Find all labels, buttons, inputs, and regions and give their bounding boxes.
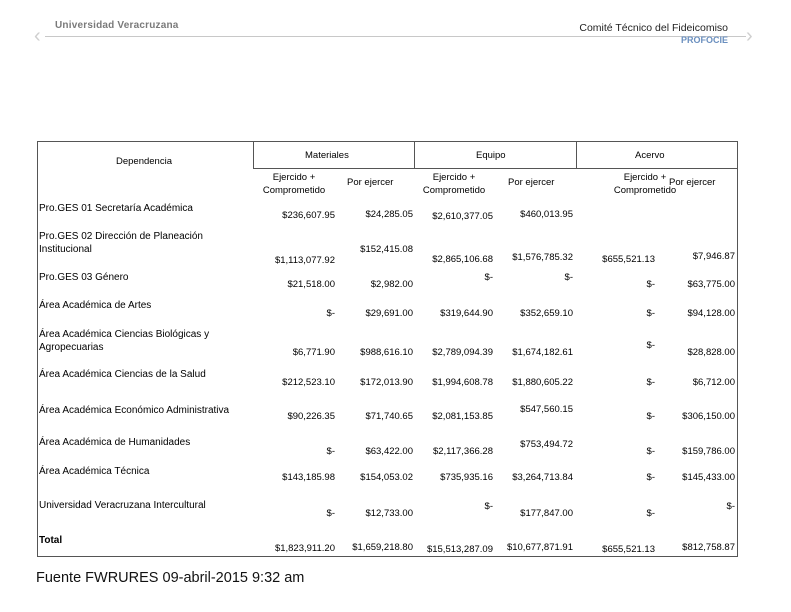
table-cell-value: $- (646, 279, 655, 290)
row-dependency-name: Pro.GES 02 Dirección de Planeación Institucional (39, 231, 203, 255)
table-cell-value: $547,560.15 (520, 404, 573, 415)
sub-header-ejercido-acervo: Ejercido + Comprometido (613, 172, 677, 196)
header-separator (253, 142, 254, 169)
table-cell-value: $2,865,106.68 (432, 254, 493, 265)
row-dependency-name: Área Académica Económico Administrativa (39, 405, 230, 416)
table-cell-value: $988,616.10 (360, 347, 413, 358)
committee-label: Comité Técnico del Fideicomiso (579, 22, 728, 34)
table-cell-value: $2,081,153.85 (432, 411, 493, 422)
data-table (37, 141, 738, 557)
table-cell-value: $10,677,871.91 (506, 542, 573, 553)
header-divider-line (253, 168, 737, 169)
table-cell-value: $- (646, 472, 655, 483)
title-container (0, 95, 791, 142)
header-separator (576, 142, 577, 169)
logo-text: Universidad Veracruzana (55, 20, 179, 31)
chevron-left-icon: ‹ (34, 25, 41, 47)
row-dependency-name: Área Académica Ciencias Biológicas y Agropecuarias (39, 329, 210, 353)
table-cell-value: $12,733.00 (365, 508, 413, 519)
table-cell-value: $94,128.00 (687, 308, 735, 319)
sub-header-por-ejercer-equipo: Por ejercer (508, 177, 555, 188)
table-cell-value: $- (326, 308, 335, 319)
table-cell-value: $- (646, 308, 655, 319)
header-divider (45, 36, 746, 37)
table-cell-value: $- (326, 508, 335, 519)
table-cell-value: $- (564, 272, 573, 283)
sub-header-ejercido-materiales: Ejercido + Comprometido (262, 172, 326, 196)
table-cell-value: $6,771.90 (292, 347, 335, 358)
table-cell-value: $1,576,785.32 (512, 252, 573, 263)
table-cell-value: $172,013.90 (360, 377, 413, 388)
table-cell-value: $- (646, 340, 655, 351)
group-header-acervo: Acervo (635, 150, 665, 161)
table-cell-value: $- (484, 501, 493, 512)
header-separator (414, 142, 415, 169)
table-cell-value: $212,523.10 (282, 377, 335, 388)
table-cell-value: $177,847.00 (520, 508, 573, 519)
table-cell-value: $2,610,377.05 (432, 211, 493, 222)
sub-header-por-ejercer-materiales: Por ejercer (347, 177, 394, 188)
row-dependency-name: Pro.GES 03 Género (39, 272, 129, 283)
table-cell-value: $- (326, 446, 335, 457)
table-cell-value: $2,789,094.39 (432, 347, 493, 358)
table-cell-value: $15,513,287.09 (426, 544, 493, 555)
group-header-materiales: Materiales (305, 150, 349, 161)
row-dependency-name: Área Académica Ciencias de la Salud (39, 369, 206, 380)
table-cell-value: $- (484, 272, 493, 283)
table-cell-value: $28,828.00 (687, 347, 735, 358)
table-cell-value: $1,113,077.92 (274, 255, 335, 266)
sub-header-ejercido-equipo: Ejercido + Comprometido (422, 172, 486, 196)
table-cell-value: $145,433.00 (682, 472, 735, 483)
table-cell-value: $- (646, 446, 655, 457)
table-cell-value: $655,521.13 (602, 544, 655, 555)
group-header-equipo: Equipo (476, 150, 506, 161)
table-cell-value: $- (726, 501, 735, 512)
table-cell-value: $2,117,366.28 (432, 446, 493, 457)
source-footer: Fuente FWRURES 09-abril-2015 9:32 am (36, 570, 305, 586)
table-cell-value: $29,691.00 (365, 308, 413, 319)
table-cell-value: $753,494.72 (520, 439, 573, 450)
table-cell-value: $460,013.95 (520, 209, 573, 220)
dependency-header: Dependencia (116, 156, 172, 167)
table-cell-value: $24,285.05 (365, 209, 413, 220)
table-cell-value: $71,740.65 (365, 411, 413, 422)
table-cell-value: $236,607.95 (282, 210, 335, 221)
table-cell-value: $159,786.00 (682, 446, 735, 457)
table-cell-value: $143,185.98 (282, 472, 335, 483)
table-cell-value: $319,644.90 (440, 308, 493, 319)
table-cell-value: $1,880,605.22 (512, 377, 573, 388)
row-dependency-name: Área Académica de Artes (39, 300, 152, 311)
table-cell-value: $- (646, 377, 655, 388)
row-dependency-name: Universidad Veracruzana Intercultural (39, 500, 206, 511)
program-label: PROFOCIE (680, 35, 728, 45)
table-cell-value: $812,758.87 (682, 542, 735, 553)
table-cell-value: $735,935.16 (440, 472, 493, 483)
table-cell-value: $63,422.00 (365, 446, 413, 457)
chevron-right-icon: › (746, 25, 753, 47)
table-cell-value: $1,823,911.20 (274, 543, 335, 554)
table-cell-value: $352,659.10 (520, 308, 573, 319)
table-cell-value: $7,946.87 (692, 251, 735, 262)
table-cell-value: $6,712.00 (692, 377, 735, 388)
row-dependency-name: Área Académica Técnica (39, 466, 150, 477)
row-dependency-name: Pro.GES 01 Secretaría Académica (39, 203, 193, 214)
table-cell-value: $306,150.00 (682, 411, 735, 422)
table-cell-value: $- (646, 411, 655, 422)
table-cell-value: $2,982.00 (370, 279, 413, 290)
table-cell-value: $90,226.35 (287, 411, 335, 422)
table-cell-value: $152,415.08 (360, 244, 413, 255)
row-dependency-name: Área Académica de Humanidades (39, 437, 191, 448)
sub-header-por-ejercer-acervo: Por ejercer (669, 177, 716, 188)
table-cell-value: $21,518.00 (287, 279, 335, 290)
table-cell-value: $1,994,608.78 (432, 377, 493, 388)
table-cell-value: $3,264,713.84 (512, 472, 573, 483)
table-cell-value: $63,775.00 (687, 279, 735, 290)
table-cell-value: $655,521.13 (602, 254, 655, 265)
table-cell-value: $- (646, 508, 655, 519)
table-cell-value: $154,053.02 (360, 472, 413, 483)
table-cell-value: $1,659,218.80 (352, 542, 413, 553)
total-row-label: Total (39, 535, 63, 546)
table-cell-value: $1,674,182.61 (512, 347, 573, 358)
